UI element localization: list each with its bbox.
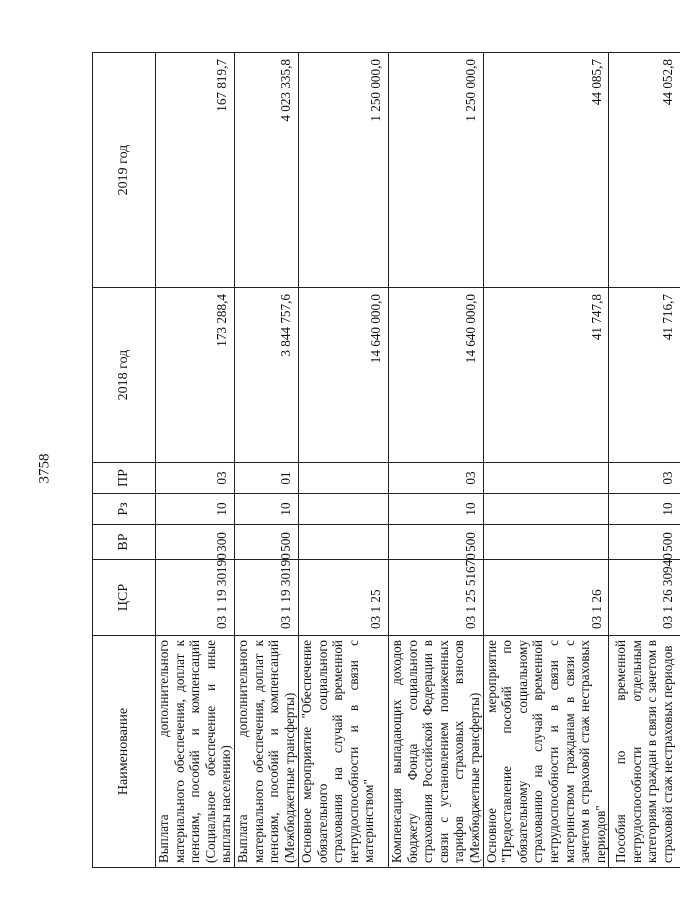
row-vr: 300 [156,525,235,560]
row-vr: 500 [388,525,483,560]
budget-table [92,52,680,868]
table-row [156,53,235,868]
row-csr: 03 1 25 51670 [388,560,483,636]
row-rz: 10 [609,494,680,525]
row-rz [483,494,609,525]
header-rz: Рз [93,494,156,525]
page-number-text: 3758 [36,453,53,483]
row-csr: 03 1 26 30940 [609,560,680,636]
row-name: Компенсация выпадающих доходов бюджету Фонда социального страхования Российской Федерации в связи с установлением пониженных тарифов страховых взносов (Межбюджетные трансферты) [388,636,483,868]
table-body [156,53,680,868]
table-row [298,53,388,868]
row-pr: 03 [609,463,680,494]
row-2018: 41 747,8 [483,288,609,463]
row-csr: 03 1 19 30190 [156,560,235,636]
row-rz: 10 [156,494,235,525]
row-rz: 10 [234,494,298,525]
rotated-table-wrapper [92,53,676,868]
row-name: Основное мероприятие "Предоставление пособий по обязательному социальному страхованию на случай временной нетрудоспособности и в связи с материнством гражданам в связи с зачетом в страховой стаж нестраховых периодов" [483,636,609,868]
row-pr: 01 [234,463,298,494]
row-vr [298,525,388,560]
row-name: Выплата дополнительного материального обеспечения, доплат к пенсиям, пособий и компенсаций (Социальное обеспечение и иные выплаты населению) [156,636,235,868]
row-csr: 03 1 26 [483,560,609,636]
header-2018: 2018 год [93,288,156,463]
row-vr [483,525,609,560]
row-2019: 167 819,7 [156,53,235,288]
row-name: Пособия по временной нетрудоспособности отдельным категориям граждан в связи с зачетом в страховой стаж нестраховых периодов [609,636,680,868]
header-row [93,53,156,868]
page-number [32,438,58,498]
row-csr: 03 1 19 30190 [234,560,298,636]
row-pr [298,463,388,494]
header-name: Наименование [93,636,156,868]
header-csr: ЦСР [93,560,156,636]
table-header [93,53,156,868]
document-sheet [92,53,676,868]
row-2018: 14 640 000,0 [388,288,483,463]
row-rz [298,494,388,525]
row-2018: 3 844 757,6 [234,288,298,463]
row-2018: 14 640 000,0 [298,288,388,463]
row-2018: 41 716,7 [609,288,680,463]
table-row [388,53,483,868]
row-vr: 500 [609,525,680,560]
row-2018: 173 288,4 [156,288,235,463]
table-row [609,53,680,868]
row-rz: 10 [388,494,483,525]
row-2019: 4 023 335,8 [234,53,298,288]
row-vr: 500 [234,525,298,560]
row-pr: 03 [388,463,483,494]
row-2019: 1 250 000,0 [298,53,388,288]
header-pr: ПР [93,463,156,494]
table-row [234,53,298,868]
row-2019: 44 085,7 [483,53,609,288]
row-2019: 44 052,8 [609,53,680,288]
row-2019: 1 250 000,0 [388,53,483,288]
row-pr [483,463,609,494]
row-csr: 03 1 25 [298,560,388,636]
header-2019: 2019 год [93,53,156,288]
row-pr: 03 [156,463,235,494]
row-name: Выплата дополнительного материального обеспечения, доплат к пенсиям, пособий и компенсаций (Межбюджетные трансферты) [234,636,298,868]
header-vr: ВР [93,525,156,560]
row-name: Основное мероприятие "Обеспечение обязательного социального страхования на случай временной нетрудоспособности и в связи с материнством" [298,636,388,868]
table-row [483,53,609,868]
